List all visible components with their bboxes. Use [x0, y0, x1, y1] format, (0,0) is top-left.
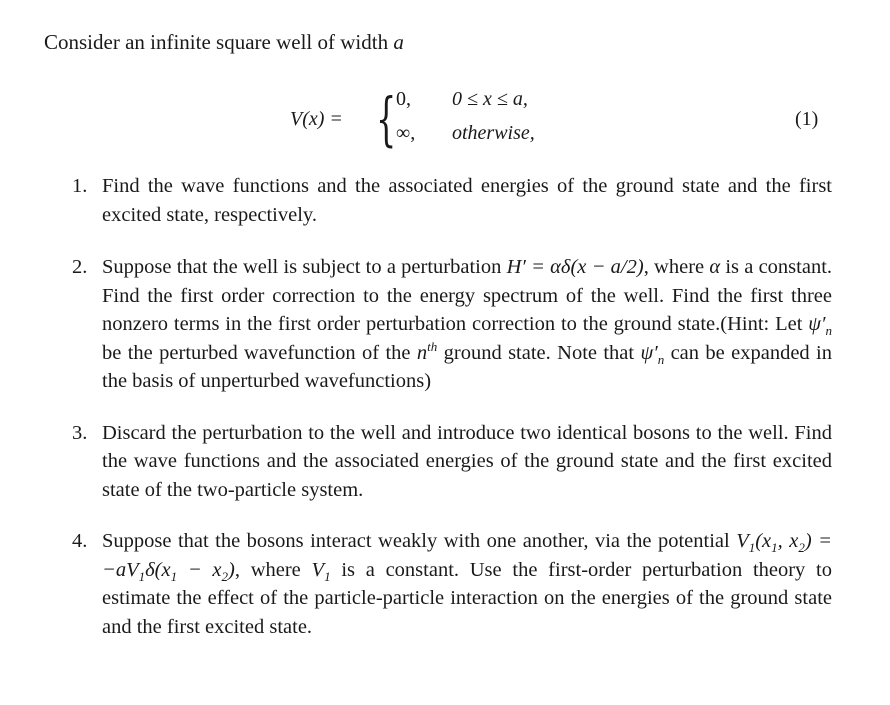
- problem-text: Discard the perturbation to the well and introduce two identical bosons to the well. Find the wave functions and the associated energies of the ground state and the first excited state of the two-particle system.: [102, 421, 832, 501]
- perturbation-expression: H′ = αδ(x − a/2): [506, 256, 644, 278]
- n-th-symbol: $n^{th}$: [416, 338, 438, 364]
- equation-number: (1): [795, 108, 819, 130]
- problem-text-part: , where: [643, 256, 705, 278]
- problem-number: 2.: [72, 256, 88, 278]
- intro-variable: a: [393, 30, 404, 54]
- problem-item-1: [72, 172, 832, 229]
- problem-text-part: can be expanded in the basis of unperturbed wavefunctions): [102, 341, 832, 392]
- problem-item-4: [72, 527, 832, 641]
- problem-number: 4.: [72, 530, 88, 552]
- case2-value: ∞,: [396, 122, 416, 144]
- problem-text-part: be the perturbed wavefunction of the: [102, 341, 411, 364]
- problem-text-part: , where: [234, 558, 301, 581]
- problem-text-part: Suppose that the well is subject to a perturbation: [102, 256, 502, 278]
- problem-text-part: Suppose that the bosons interact weakly with one another, via the potential: [102, 530, 730, 552]
- problem-text-part: is a constant. Find the first order correction to the energy spectrum of the well. Find the first three nonzero terms in the first order perturbation correction to the ground state.(Hint: Let: [102, 256, 833, 335]
- equation-lhs: V(x) =: [290, 108, 343, 130]
- intro-text: Consider an infinite square well of width: [44, 30, 389, 54]
- psi-prime-symbol: $\psi'_n$: [808, 313, 833, 339]
- alpha-symbol: α: [709, 256, 721, 278]
- problem-list: [72, 172, 832, 664]
- problem-item-3: [72, 419, 832, 505]
- psi-prime-symbol: $\psi'_n$: [640, 341, 665, 367]
- problem-item-2: [72, 253, 832, 396]
- case1-condition: 0 ≤ x ≤ a,: [452, 88, 528, 110]
- case2-condition: otherwise,: [452, 122, 535, 144]
- problem-text-part: ground state. Note that: [443, 341, 635, 364]
- problem-number: 1.: [72, 175, 88, 197]
- v1-symbol: $V_1$: [311, 558, 331, 584]
- problem-text-part: is a constant. Use the first-order perturbation theory to estimate the effect of the particle-particle interaction on the energies of the ground state and the first excited state.: [102, 558, 832, 638]
- interaction-potential-expression: $V_1(x_1$, $x_2) = -aV_1\delta(x_1 - x_2)$: [102, 530, 833, 584]
- case1-value: 0,: [396, 88, 411, 110]
- problem-text: Find the wave functions and the associated energies of the ground state and the first excited state, respectively.: [102, 175, 832, 226]
- intro-sentence: [44, 30, 404, 55]
- left-brace-icon: {: [376, 85, 397, 153]
- potential-equation: [290, 86, 850, 158]
- problem-number: 3.: [72, 421, 88, 444]
